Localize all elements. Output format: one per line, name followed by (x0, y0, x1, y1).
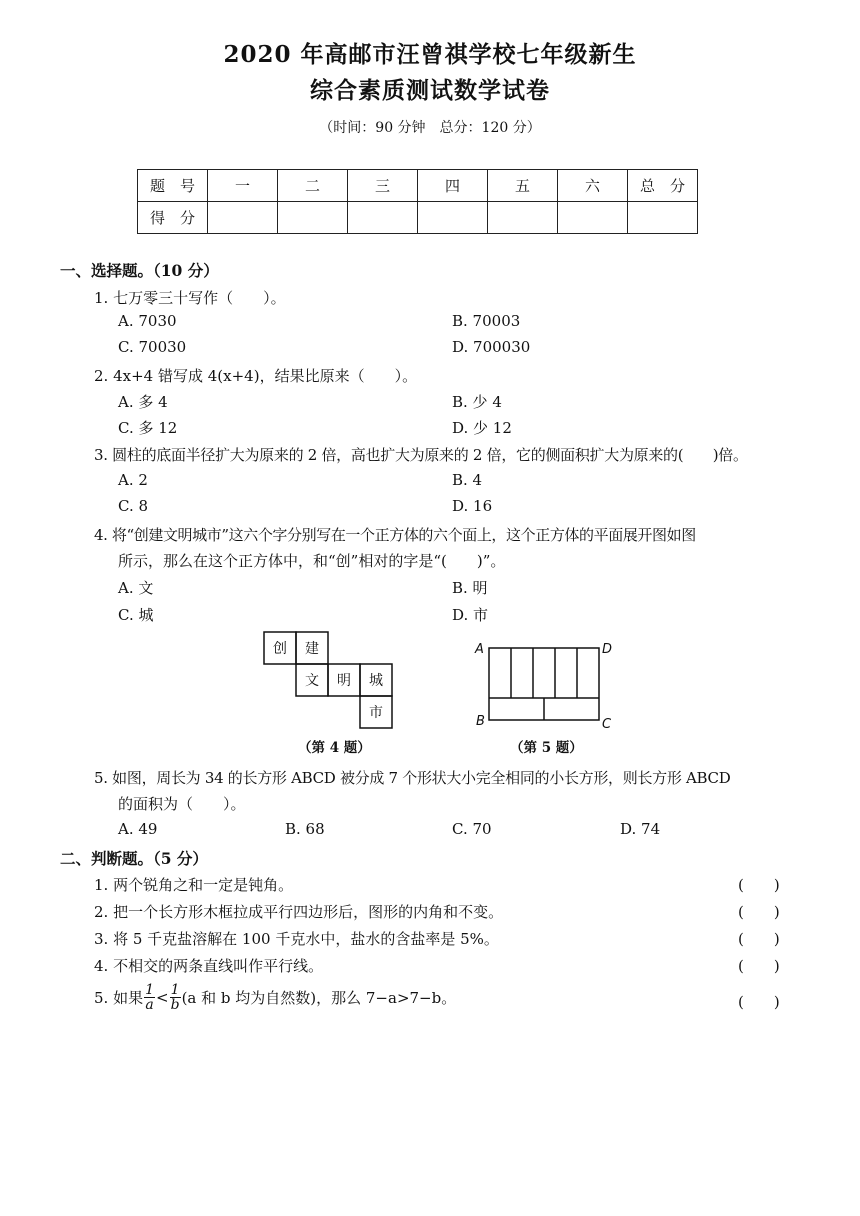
q2-option-a: A. 多 4 (118, 393, 168, 411)
q1-option-d: D. 700030 (452, 338, 531, 356)
score-cell-6: 六 (558, 170, 628, 202)
score-input-3[interactable] (348, 202, 418, 234)
q4-option-d: D. 市 (452, 606, 489, 624)
label-b: B (476, 714, 485, 729)
judge-item-3: 3. 将 5 千克盐溶解在 100 千克水中，盐水的含盐率是 5%。 (94, 930, 499, 948)
q4-option-a: A. 文 (118, 579, 154, 597)
q3-stem: 3. 圆柱的底面半径扩大为原来的 2 倍，高也扩大为原来的 2 倍，它的侧面积扩大为原来的( )倍。 (94, 446, 748, 464)
q4-stem-line2: 所示，那么在这个正方体中，和“创”相对的字是“( )”。 (118, 552, 506, 570)
label-d: D (602, 642, 613, 657)
fraction1-numerator: 1 (145, 982, 155, 998)
section1-title: 一、选择题。（10 分） (60, 261, 219, 280)
rectangle-figure (470, 638, 620, 734)
q4-option-b: B. 明 (452, 579, 488, 597)
judge-item-2: 2. 把一个长方形木框拉成平行四边形后，图形的内角和不变。 (94, 903, 504, 921)
judge5-prefix: 5. 如果 (94, 989, 144, 1007)
judge5-suffix: (a 和 b 均为自然数)，那么 7−a>7−b。 (181, 989, 457, 1007)
q5-option-a: A. 49 (118, 820, 158, 838)
score-input-1[interactable] (208, 202, 278, 234)
score-cell-4: 四 (418, 170, 488, 202)
q5-option-c: C. 70 (452, 820, 492, 838)
score-cell-3: 三 (348, 170, 418, 202)
score-input-2[interactable] (278, 202, 348, 234)
fraction-1-over-a (144, 983, 155, 1012)
q5-stem-line2: 的面积为（ ）。 (118, 795, 246, 813)
net-char-ming: 明 (337, 673, 351, 689)
q1-option-c: C. 70030 (118, 338, 187, 356)
figure5-caption: （第 5 题） (510, 740, 583, 756)
judge-item-4: 4. 不相交的两条直线叫作平行线。 (94, 957, 324, 975)
net-char-wen: 文 (305, 673, 319, 689)
q2-text: 4x+4 错写成 4(x+4)，结果比原来（ ）。 (113, 367, 418, 385)
score-row-label: 得 分 (138, 202, 208, 234)
page-title-line2: 综合素质测试数学试卷 (310, 77, 550, 104)
q4-stem-line1: 4. 将“创建文明城市”这六个字分别写在一个正方体的六个面上，这个正方体的平面展开图如图 (94, 526, 696, 544)
score-input-5[interactable] (488, 202, 558, 234)
judge-item-5 (94, 983, 456, 1012)
figure4-caption: （第 4 题） (298, 740, 371, 756)
fraction1-denominator: a (145, 997, 154, 1013)
q3-option-c: C. 8 (118, 497, 149, 515)
net-char-shi: 市 (369, 705, 383, 721)
q2-option-d: D. 少 12 (452, 419, 512, 437)
label-a: A (475, 642, 484, 657)
q2-number: 2. (94, 367, 109, 385)
score-table-header-row (138, 170, 698, 202)
fraction-1-over-b (170, 983, 181, 1012)
q1-stem: 1. 七万零三十写作（ ）。 (94, 289, 286, 307)
net-char-cheng: 城 (369, 673, 383, 689)
q1-option-b: B. 70003 (452, 312, 521, 330)
score-table (137, 169, 698, 234)
score-input-6[interactable] (558, 202, 628, 234)
q2-option-b: B. 少 4 (452, 393, 502, 411)
score-cell-total: 总 分 (628, 170, 698, 202)
score-table-score-row (138, 202, 698, 234)
q3-option-d: D. 16 (452, 497, 493, 515)
q5-option-d: D. 74 (620, 820, 661, 838)
net-char-jian: 建 (305, 641, 319, 657)
score-input-4[interactable] (418, 202, 488, 234)
score-input-total[interactable] (628, 202, 698, 234)
less-than-sign: < (156, 988, 169, 1007)
judge-answer-2[interactable]: ( ) (738, 903, 780, 921)
judge-answer-4[interactable]: ( ) (738, 957, 780, 975)
q2-option-c: C. 多 12 (118, 419, 178, 437)
net-char-chuang: 创 (273, 641, 287, 657)
score-cell-2: 二 (278, 170, 348, 202)
exam-info: （时间：90 分钟 总分：120 分） (319, 120, 541, 136)
cube-net-figure (260, 628, 400, 730)
section2-title: 二、判断题。（5 分） (60, 849, 208, 868)
q4-option-c: C. 城 (118, 606, 154, 624)
judge-answer-3[interactable]: ( ) (738, 930, 780, 948)
q5-stem-line1: 5. 如图，周长为 34 的长方形 ABCD 被分成 7 个形状大小完全相同的小长方形，则长方形 ABCD (94, 769, 731, 787)
q3-option-a: A. 2 (118, 471, 148, 489)
fraction2-numerator: 1 (170, 982, 180, 998)
judge-item-1: 1. 两个锐角之和一定是钝角。 (94, 876, 294, 894)
score-cell-5: 五 (488, 170, 558, 202)
fraction2-denominator: b (170, 997, 180, 1013)
page-title: 2020 年高邮市汪曾祺学校七年级新生 (223, 41, 637, 68)
judge-answer-1[interactable]: ( ) (738, 876, 780, 894)
q1-option-a: A. 7030 (118, 312, 177, 330)
q5-option-b: B. 68 (285, 820, 325, 838)
judge-answer-5[interactable]: ( ) (738, 993, 780, 1011)
label-c: C (602, 717, 612, 732)
q3-option-b: B. 4 (452, 471, 483, 489)
score-cell-label: 题 号 (138, 170, 208, 202)
q2-stem (94, 365, 417, 386)
score-cell-1: 一 (208, 170, 278, 202)
